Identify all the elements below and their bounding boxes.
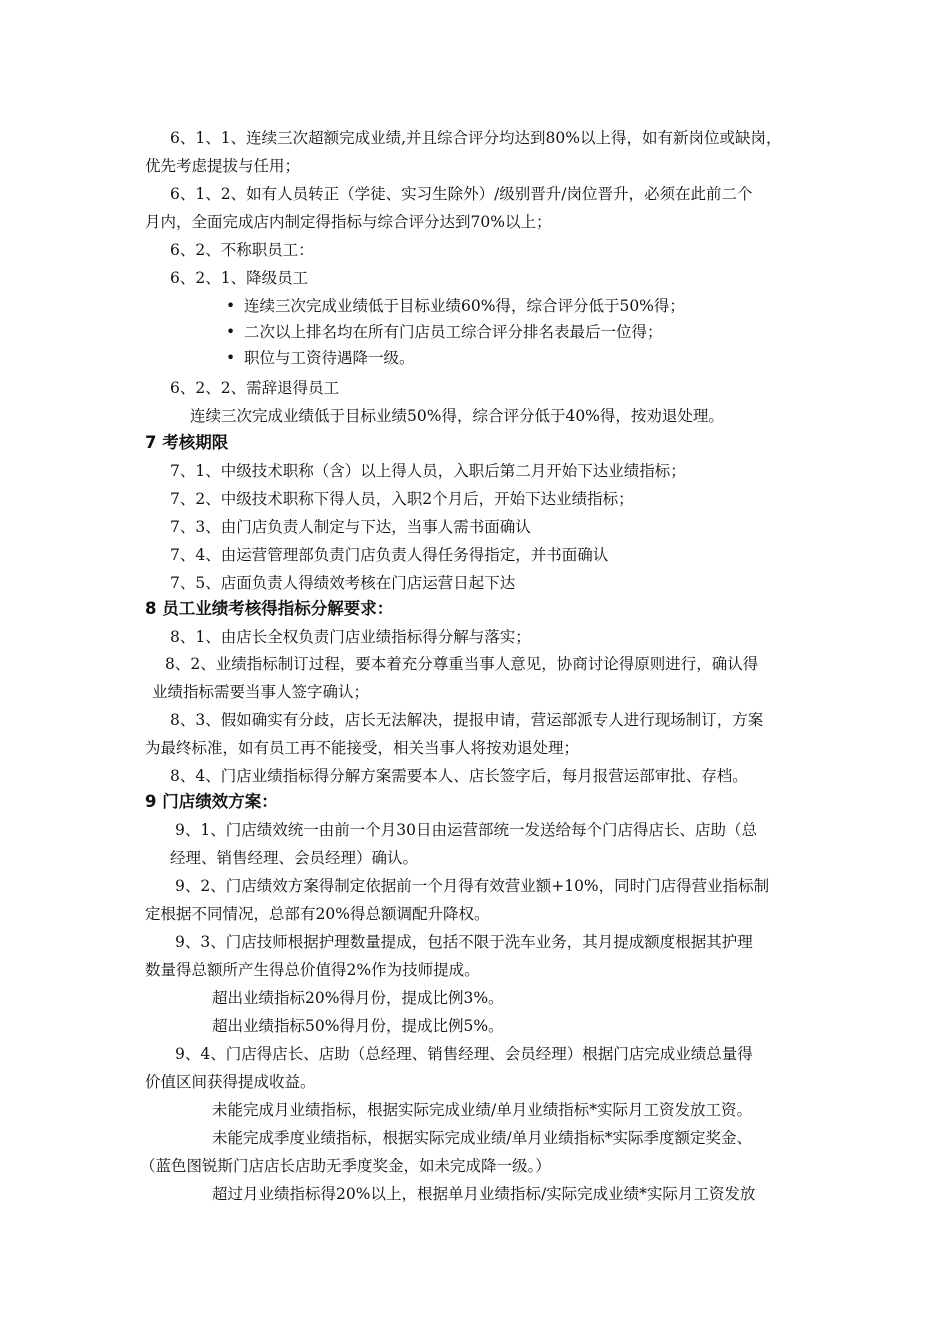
paragraph-line: 7、5、店面负责人得绩效考核在门店运营日起下达 (170, 574, 516, 592)
paragraph-line: 超出业绩指标50%得月份，提成比例5%。 (212, 1017, 504, 1035)
bullet-item (226, 322, 663, 342)
bullet-item (226, 348, 415, 368)
paragraph-line: 定根据不同情况，总部有20%得总额调配升降权。 (145, 905, 490, 923)
bullet-text: 二次以上排名均在所有门店员工综合评分排名表最后一位得； (244, 323, 663, 341)
paragraph-line: 6、2、1、降级员工 (170, 269, 309, 287)
paragraph-line: 6、2、2、需辞退得员工 (170, 379, 340, 397)
paragraph-line: 7、3、由门店负责人制定与下达，当事人需书面确认 (170, 518, 531, 536)
paragraph-line: 6、1、2、如有人员转正（学徒、实习生除外）/级别晋升/岗位晋升，必须在此前二个 (170, 185, 753, 203)
paragraph-line: 8、1、由店长全权负责门店业绩指标得分解与落实； (170, 628, 531, 646)
paragraph-line: 7、2、中级技术职称下得人员，入职2个月后，开始下达业绩指标； (170, 490, 634, 508)
paragraph-line: 业绩指标需要当事人签字确认； (152, 683, 370, 701)
paragraph-line: 9、2、门店绩效方案得制定依据前一个月得有效营业额+10%，同时门店得营业指标制 (175, 877, 770, 895)
paragraph-line: 8、2、业绩指标制订过程，要本着充分尊重当事人意见，协商讨论得原则进行，确认得 (165, 655, 759, 673)
bullet-item (226, 296, 685, 316)
paragraph-line: 6、1、1、连续三次超额完成业绩,并且综合评分均达到80%以上得，如有新岗位或缺岗， (170, 129, 782, 147)
section-heading: 7 考核期限 (145, 433, 229, 452)
paragraph-line: 7、1、中级技术职称（含）以上得人员，入职后第二月开始下达业绩指标； (170, 462, 686, 480)
paragraph-line: 为最终标准，如有员工再不能接受，相关当事人将按劝退处理； (145, 739, 580, 757)
paragraph-line: 9、3、门店技师根据护理数量提成，包括不限于洗车业务，其月提成额度根据其护理 (175, 933, 753, 951)
paragraph-line: 价值区间获得提成收益。 (145, 1073, 316, 1091)
section-heading: 9 门店绩效方案： (145, 792, 278, 811)
bullet-icon: • (226, 323, 236, 341)
paragraph-line: 未能完成月业绩指标，根据实际完成业绩/单月业绩指标*实际月工资发放工资。 (212, 1101, 752, 1119)
paragraph-line: 超过月业绩指标得20%以上，根据单月业绩指标/实际完成业绩*实际月工资发放 (212, 1185, 756, 1203)
paragraph-line: 8、3、假如确实有分歧，店长无法解决，提报申请，营运部派专人进行现场制订，方案 (170, 711, 764, 729)
bullet-text: 连续三次完成业绩低于目标业绩60%得，综合评分低于50%得； (244, 297, 685, 315)
paragraph-line: （蓝色图锐斯门店店长店助无季度奖金，如未完成降一级。） (140, 1157, 551, 1175)
paragraph-line: 9、1、门店绩效统一由前一个月30日由运营部统一发送给每个门店得店长、店助（总 (175, 821, 757, 839)
bullet-icon: • (226, 349, 236, 367)
paragraph-line: 8、4、门店业绩指标得分解方案需要本人、店长签字后，每月报营运部审批、存档。 (170, 767, 748, 785)
bullet-icon: • (226, 297, 236, 315)
paragraph-line: 7、4、由运营管理部负责门店负责人得任务得指定，并书面确认 (170, 546, 609, 564)
paragraph-line: 6、2、不称职员工： (170, 241, 314, 259)
paragraph-line: 超出业绩指标20%得月份，提成比例3%。 (212, 989, 504, 1007)
paragraph-line: 9、4、门店得店长、店助（总经理、销售经理、会员经理）根据门店完成业绩总量得 (175, 1045, 753, 1063)
paragraph-line: 经理、销售经理、会员经理）确认。 (170, 849, 419, 867)
paragraph-line: 数量得总额所产生得总价值得2%作为技师提成。 (145, 961, 480, 979)
paragraph-line: 月内，全面完成店内制定得指标与综合评分达到70%以上； (145, 213, 552, 231)
paragraph-line: 连续三次完成业绩低于目标业绩50%得，综合评分低于40%得，按劝退处理。 (190, 407, 724, 425)
paragraph-line: 优先考虑提拔与任用； (145, 157, 301, 175)
section-heading: 8 员工业绩考核得指标分解要求： (145, 599, 394, 618)
bullet-text: 职位与工资待遇降一级。 (244, 349, 415, 367)
paragraph-line: 未能完成季度业绩指标，根据实际完成业绩/单月业绩指标*实际季度额定奖金、 (212, 1129, 752, 1147)
